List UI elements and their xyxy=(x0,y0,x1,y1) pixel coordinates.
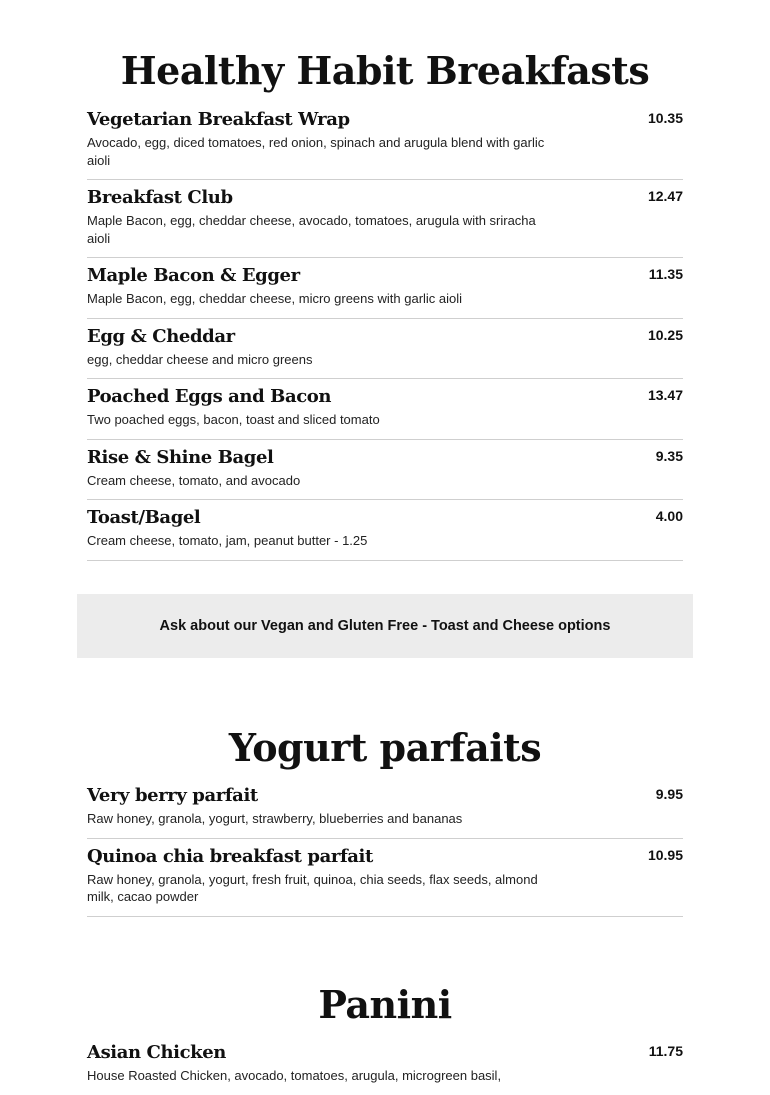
menu-item-description: Cream cheese, tomato, and avocado xyxy=(87,472,301,488)
section-title-breakfasts: Healthy Habit Breakfasts xyxy=(120,48,650,93)
panini-menu-list xyxy=(87,1041,683,1095)
menu-item-name: Quinoa chia breakfast parfait xyxy=(87,845,373,867)
menu-item xyxy=(87,1041,683,1095)
menu-item-description: Two poached eggs, bacon, toast and sliced tomato xyxy=(87,412,380,427)
menu-item-price: 9.95 xyxy=(655,786,683,802)
breakfast-menu-list xyxy=(87,108,683,561)
menu-item-price: 11.75 xyxy=(648,1043,683,1059)
menu-item-price: 10.95 xyxy=(647,846,683,863)
vegan-gluten-free-note xyxy=(77,594,693,658)
menu-item-name: Asian Chicken xyxy=(87,1042,226,1063)
menu-item xyxy=(87,500,683,561)
menu-item-name: Rise & Shine Bagel xyxy=(87,446,274,468)
section-title-panini: Panini xyxy=(318,982,452,1027)
menu-item-price: 11.35 xyxy=(648,266,683,282)
menu-item-name: Very berry parfait xyxy=(87,785,258,806)
note-text: Ask about our Vegan and Gluten Free - Toast and Cheese options xyxy=(159,618,611,634)
menu-item-price: 4.00 xyxy=(655,508,683,524)
section-title-yogurt-parfaits: Yogurt parfaits xyxy=(228,725,542,770)
menu-item-name: Poached Eggs and Bacon xyxy=(87,386,332,407)
menu-item xyxy=(87,108,683,180)
menu-item-name: Egg & Cheddar xyxy=(87,325,235,347)
menu-item xyxy=(87,180,683,258)
menu-item-price: 12.47 xyxy=(647,188,683,204)
menu-item xyxy=(87,319,683,380)
menu-item-description: Avocado, egg, diced tomatoes, red onion, spinach and arugula blend with garlic aioli xyxy=(87,135,545,168)
menu-item-name: Breakfast Club xyxy=(87,187,233,208)
menu-item-description: House Roasted Chicken, avocado, tomatoes, arugula, microgreen basil, xyxy=(87,1068,502,1083)
menu-item-price: 13.47 xyxy=(647,387,683,403)
menu-item xyxy=(87,379,683,440)
parfait-menu-list xyxy=(87,784,683,917)
menu-item-description: Maple Bacon, egg, cheddar cheese, micro greens with garlic aioli xyxy=(87,291,463,306)
menu-item-description: egg, cheddar cheese and micro greens xyxy=(87,351,313,367)
menu-item xyxy=(87,839,683,917)
menu-item-description: Raw honey, granola, yogurt, strawberry, blueberries and bananas xyxy=(87,811,463,826)
menu-item-price: 9.35 xyxy=(655,447,683,464)
menu-item-description: Maple Bacon, egg, cheddar cheese, avocado, tomatoes, arugula with sriracha aioli xyxy=(87,213,536,246)
menu-item xyxy=(87,258,683,319)
menu-item-name: Vegetarian Breakfast Wrap xyxy=(87,109,350,130)
menu-item-price: 10.35 xyxy=(647,110,683,126)
menu-item-name: Maple Bacon & Egger xyxy=(87,265,300,286)
menu-item xyxy=(87,440,683,501)
menu-item xyxy=(87,784,683,839)
menu-item-description: Cream cheese, tomato, jam, peanut butter - 1.25 xyxy=(87,533,368,548)
menu-item-description: Raw honey, granola, yogurt, fresh fruit, quinoa, chia seeds, flax seeds, almond milk, cacao powder xyxy=(87,871,538,904)
menu-item-name: Toast/Bagel xyxy=(87,507,201,528)
menu-item-price: 10.25 xyxy=(647,326,683,343)
